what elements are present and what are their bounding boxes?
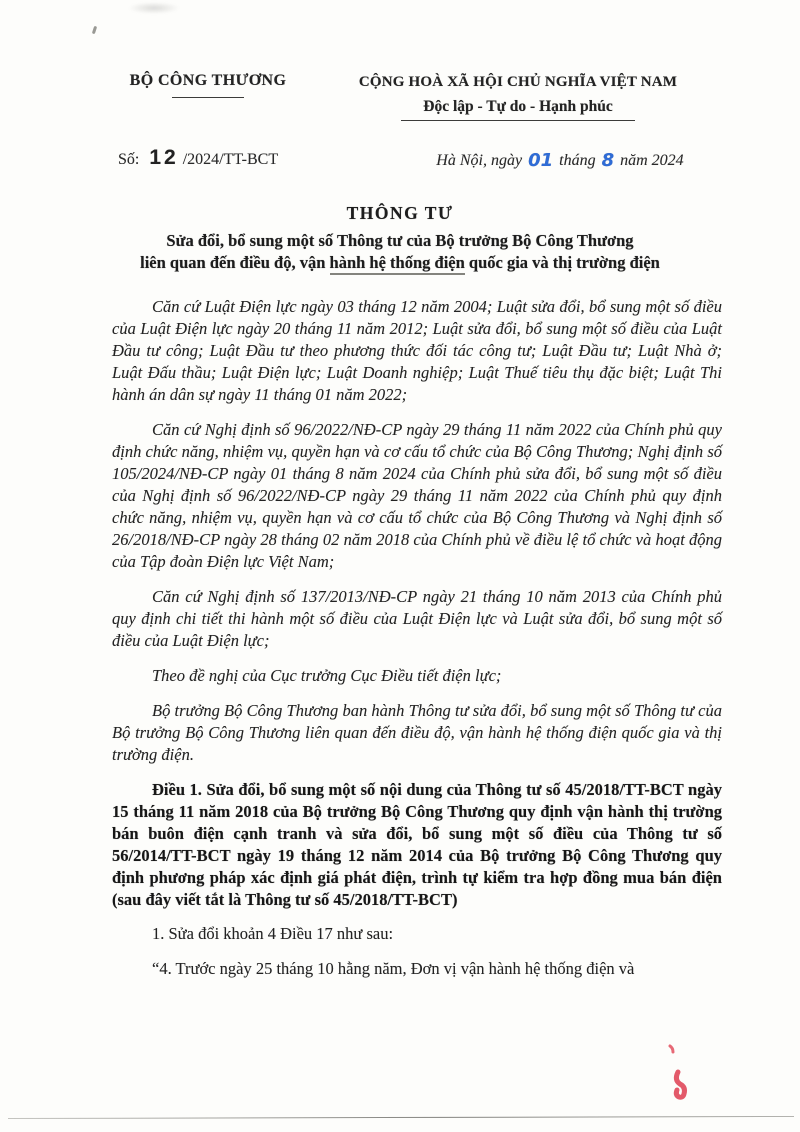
scan-speck <box>92 26 97 35</box>
title-line2-underlined: hành hệ thống điện <box>330 253 465 275</box>
recital-paragraph: Theo đề nghị của Cục trưởng Cục Điều tiết điện lực; <box>152 666 502 685</box>
doc-number-suffix: /2024/TT-BCT <box>182 151 279 168</box>
doc-number-stamped-digits: 12 <box>149 146 179 169</box>
document-body <box>112 296 722 993</box>
document-title <box>95 230 705 274</box>
country-title: CỘNG HOÀ XÃ HỘI CHỦ NGHĨA VIỆT NAM <box>358 74 678 90</box>
doc-number-label: Số: <box>118 151 140 168</box>
quoted-amendment-line: “4. Trước ngày 25 tháng 10 hằng năm, Đơn vị vận hành hệ thống điện và <box>152 959 635 978</box>
motto-underline <box>401 120 635 121</box>
recital-paragraph: Căn cứ Nghị định số 96/2022/NĐ-CP ngày 29 tháng 11 năm 2022 của Chính phủ quy định chức năng, nhiệm vụ, quyền hạn và cơ cấu tổ chức của Bộ Công Thương; Nghị định số 105/2024/NĐ-CP ngày 01 tháng 8 năm 2024 của Chính phủ sửa đổi, bổ sung một số điều của Nghị định số 96/2022/NĐ-CP ngày 29 tháng 11 năm 2022 của Chính phủ quy định chức năng, nhiệm vụ, quyền hạn và cơ cấu tổ chức của Bộ Công Thương và Nghị định số 26/2018/NĐ-CP ngày 28 tháng 02 năm 2018 của Chính phủ về điều lệ tổ chức và hoạt động của Tập đoàn Điện lực Việt Nam; <box>112 420 722 571</box>
recital-paragraph: Căn cứ Luật Điện lực ngày 03 tháng 12 năm 2004; Luật sửa đổi, bổ sung một số điều của Luật Điện lực ngày 20 tháng 11 năm 2012; Luật sửa đổi, bổ sung một số điều của Luật Đầu tư công; Luật Đầu tư theo phương thức đối tác công tư; Luật Đầu tư; Luật Nhà ở; Luật Đấu thầu; Luật Điện lực; Luật Doanh nghiệp; Luật Thuế tiêu thụ đặc biệt; Luật Thi hành án dân sự ngày 11 tháng 01 năm 2022; <box>112 297 722 404</box>
place-date-line <box>400 149 720 170</box>
document-type-heading: THÔNG TƯ <box>346 203 454 223</box>
title-line1: Sửa đổi, bổ sung một số Thông tư của Bộ trưởng Bộ Công Thương <box>166 231 634 250</box>
dateline-prefix: Hà Nội, ngày <box>436 152 523 169</box>
clause-1-line: 1. Sửa đổi khoản 4 Điều 17 như sau: <box>152 924 394 943</box>
national-motto: Độc lập - Tự do - Hạnh phúc <box>423 98 613 115</box>
national-header-block <box>322 74 714 121</box>
title-line2-post: quốc gia và thị trường điện <box>464 253 660 272</box>
issuing-org-block <box>110 72 306 98</box>
org-underline <box>172 97 244 98</box>
handwritten-month: 8 <box>601 150 615 171</box>
title-line2-pre: liên quan đến điều độ, vận <box>140 253 330 272</box>
red-ink-mark <box>648 1038 708 1118</box>
article-1-paragraph: Điều 1. Sửa đổi, bổ sung một số nội dung của Thông tư số 45/2018/TT-BCT ngày 15 tháng 11 năm 2018 của Bộ trưởng Bộ Công Thương quy định vận hành thị trường bán buôn điện cạnh tranh và sửa đổi, bổ sung một số điều của Thông tư số 56/2014/TT-BCT ngày 19 tháng 12 năm 2014 của Bộ trưởng Bộ Công Thương quy định phương pháp xác định giá phát điện, trình tự kiểm tra hợp đồng mua bán điện (sau đây viết tắt là Thông tư số 45/2018/TT-BCT) <box>112 780 722 909</box>
scan-smudge <box>128 2 180 14</box>
recital-paragraph: Bộ trưởng Bộ Công Thương ban hành Thông tư sửa đổi, bổ sung một số Thông tư của Bộ trưởng Bộ Công Thương liên quan đến điều độ, vận hành hệ thống điện quốc gia và thị trường điện. <box>112 701 722 764</box>
handwritten-day: 01 <box>528 150 554 171</box>
dateline-middle: tháng <box>559 152 596 169</box>
issuing-org-name: BỘ CÔNG THƯƠNG <box>129 72 287 89</box>
recital-paragraph: Căn cứ Nghị định số 137/2013/NĐ-CP ngày 21 tháng 10 năm 2013 của Chính phủ quy định chi tiết thi hành một số điều của Luật Điện lực và Luật sửa đổi, bổ sung một số điều của Luật Điện lực; <box>112 587 722 650</box>
document-number <box>118 146 278 170</box>
dateline-suffix: năm 2024 <box>620 152 684 169</box>
